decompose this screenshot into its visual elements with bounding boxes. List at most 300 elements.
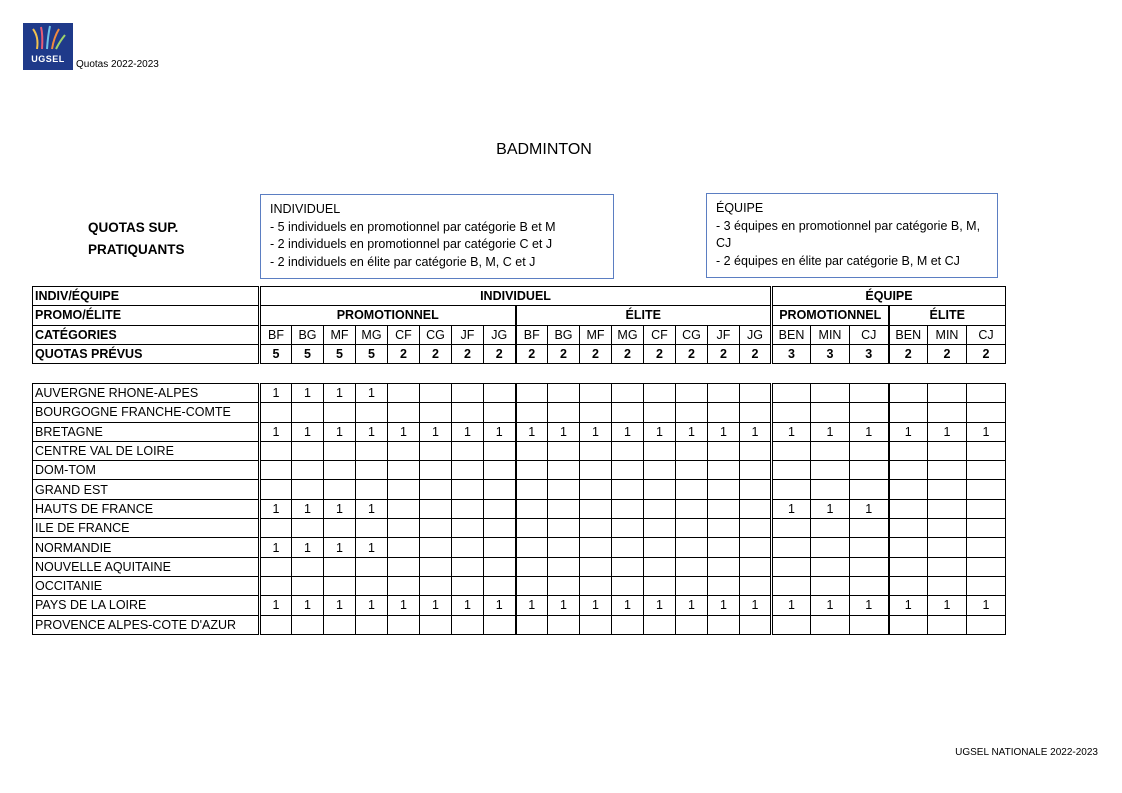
region-quota-cell bbox=[580, 441, 612, 460]
category-cell: CG bbox=[420, 325, 452, 344]
region-quota-cell bbox=[612, 615, 644, 634]
region-name: BRETAGNE bbox=[33, 422, 260, 441]
quota-cell: 2 bbox=[516, 344, 548, 363]
region-quota-cell: 1 bbox=[676, 596, 708, 615]
region-quota-cell bbox=[740, 519, 772, 538]
region-quota-cell bbox=[516, 480, 548, 499]
region-name: AUVERGNE RHONE-ALPES bbox=[33, 384, 260, 403]
region-quota-cell: 1 bbox=[548, 422, 580, 441]
region-quota-table bbox=[32, 383, 1006, 635]
region-quota-cell bbox=[644, 519, 676, 538]
region-quota-cell: 1 bbox=[292, 538, 324, 557]
region-quota-cell: 1 bbox=[580, 596, 612, 615]
region-quota-cell: 1 bbox=[484, 596, 516, 615]
region-quota-cell bbox=[644, 538, 676, 557]
region-quota-cell: 1 bbox=[420, 422, 452, 441]
category-cell: BF bbox=[516, 325, 548, 344]
region-quota-cell bbox=[889, 557, 928, 576]
region-quota-cell bbox=[324, 461, 356, 480]
quota-header-table bbox=[32, 286, 1006, 364]
region-quota-cell bbox=[484, 557, 516, 576]
region-row bbox=[33, 538, 1006, 557]
header-row-categories bbox=[33, 325, 1006, 344]
region-quota-cell bbox=[580, 519, 612, 538]
region-quota-cell: 1 bbox=[452, 422, 484, 441]
region-quota-cell bbox=[484, 441, 516, 460]
category-cell: CF bbox=[388, 325, 420, 344]
region-quota-cell bbox=[928, 480, 967, 499]
quota-cell: 2 bbox=[644, 344, 676, 363]
region-quota-cell bbox=[676, 480, 708, 499]
region-quota-cell: 1 bbox=[772, 422, 811, 441]
footer-text: UGSEL NATIONALE 2022-2023 bbox=[955, 747, 1098, 758]
region-quota-cell: 1 bbox=[811, 596, 850, 615]
region-quota-cell bbox=[548, 557, 580, 576]
category-cell: CJ bbox=[850, 325, 889, 344]
region-quota-cell: 1 bbox=[811, 499, 850, 518]
region-name: HAUTS DE FRANCE bbox=[33, 499, 260, 518]
region-quota-cell bbox=[928, 499, 967, 518]
region-quota-cell bbox=[356, 441, 388, 460]
region-quota-cell bbox=[484, 538, 516, 557]
region-quota-cell bbox=[811, 461, 850, 480]
region-quota-cell bbox=[772, 441, 811, 460]
region-quota-cell bbox=[388, 538, 420, 557]
region-quota-cell bbox=[260, 461, 292, 480]
region-quota-cell bbox=[580, 538, 612, 557]
region-quota-cell: 1 bbox=[708, 596, 740, 615]
region-quota-cell bbox=[484, 480, 516, 499]
region-quota-cell bbox=[644, 557, 676, 576]
quotas-sup-label bbox=[88, 217, 185, 261]
region-quota-cell bbox=[612, 461, 644, 480]
region-quota-cell bbox=[772, 461, 811, 480]
region-quota-cell bbox=[484, 403, 516, 422]
region-quota-cell bbox=[292, 480, 324, 499]
region-quota-cell: 1 bbox=[292, 596, 324, 615]
region-quota-cell bbox=[516, 461, 548, 480]
quotas-sup-line-1: QUOTAS SUP. bbox=[88, 220, 179, 235]
region-quota-cell bbox=[708, 557, 740, 576]
region-quota-cell: 1 bbox=[388, 596, 420, 615]
region-quota-cell bbox=[388, 499, 420, 518]
region-quota-cell bbox=[676, 461, 708, 480]
region-quota-cell bbox=[420, 538, 452, 557]
category-cell: MIN bbox=[811, 325, 850, 344]
region-quota-cell bbox=[548, 461, 580, 480]
quota-cell: 5 bbox=[356, 344, 388, 363]
region-name: OCCITANIE bbox=[33, 576, 260, 595]
region-quota-cell: 1 bbox=[889, 596, 928, 615]
region-name: CENTRE VAL DE LOIRE bbox=[33, 441, 260, 460]
region-quota-cell bbox=[548, 480, 580, 499]
region-quota-cell bbox=[889, 403, 928, 422]
category-cell: CJ bbox=[967, 325, 1006, 344]
region-quota-cell bbox=[484, 519, 516, 538]
region-quota-cell bbox=[772, 576, 811, 595]
region-quota-cell bbox=[889, 615, 928, 634]
region-quota-cell bbox=[452, 519, 484, 538]
region-row bbox=[33, 441, 1006, 460]
region-quota-cell bbox=[356, 576, 388, 595]
category-cell: CG bbox=[676, 325, 708, 344]
region-quota-cell bbox=[292, 615, 324, 634]
region-quota-cell bbox=[676, 615, 708, 634]
region-quota-cell: 1 bbox=[850, 422, 889, 441]
individuel-box-line: - 2 individuels en élite par catégorie B, M, C et J bbox=[270, 254, 536, 269]
region-quota-cell bbox=[452, 538, 484, 557]
region-quota-cell bbox=[772, 615, 811, 634]
region-quota-cell bbox=[850, 441, 889, 460]
region-quota-cell: 1 bbox=[260, 499, 292, 518]
region-quota-cell: 1 bbox=[324, 384, 356, 403]
region-quota-cell bbox=[484, 576, 516, 595]
region-quota-cell: 1 bbox=[889, 422, 928, 441]
region-quota-cell bbox=[292, 519, 324, 538]
region-quota-cell bbox=[676, 576, 708, 595]
category-cell: JG bbox=[484, 325, 516, 344]
quota-cell: 2 bbox=[388, 344, 420, 363]
category-cell: CF bbox=[644, 325, 676, 344]
region-quota-cell bbox=[811, 576, 850, 595]
region-quota-cell bbox=[612, 576, 644, 595]
region-quota-cell bbox=[388, 519, 420, 538]
region-quota-cell bbox=[708, 538, 740, 557]
region-quota-cell bbox=[811, 384, 850, 403]
region-quota-cell bbox=[420, 557, 452, 576]
region-quota-cell bbox=[580, 384, 612, 403]
region-quota-cell bbox=[928, 615, 967, 634]
region-quota-cell bbox=[516, 441, 548, 460]
region-quota-cell bbox=[889, 576, 928, 595]
region-quota-cell bbox=[676, 538, 708, 557]
region-quota-cell bbox=[580, 615, 612, 634]
region-quota-cell bbox=[644, 461, 676, 480]
equipe-promotionnel-header: PROMOTIONNEL bbox=[772, 306, 889, 325]
region-quota-cell bbox=[388, 576, 420, 595]
region-quota-cell: 1 bbox=[644, 596, 676, 615]
region-quota-cell bbox=[580, 576, 612, 595]
region-name: DOM-TOM bbox=[33, 461, 260, 480]
region-quota-cell bbox=[708, 615, 740, 634]
region-quota-cell bbox=[928, 384, 967, 403]
region-row bbox=[33, 596, 1006, 615]
region-quota-cell: 1 bbox=[260, 538, 292, 557]
region-quota-cell bbox=[548, 499, 580, 518]
region-quota-cell bbox=[612, 403, 644, 422]
region-quota-cell bbox=[928, 519, 967, 538]
region-quota-cell bbox=[676, 403, 708, 422]
region-quota-cell bbox=[644, 615, 676, 634]
region-row bbox=[33, 576, 1006, 595]
equipe-box-title: ÉQUIPE bbox=[716, 201, 764, 215]
region-quota-cell bbox=[452, 615, 484, 634]
region-quota-cell bbox=[928, 538, 967, 557]
equipe-header: ÉQUIPE bbox=[772, 287, 1006, 306]
region-quota-cell bbox=[740, 461, 772, 480]
region-quota-cell bbox=[967, 576, 1006, 595]
region-row bbox=[33, 384, 1006, 403]
region-quota-cell: 1 bbox=[292, 422, 324, 441]
category-cell: BG bbox=[292, 325, 324, 344]
region-quota-cell: 1 bbox=[811, 422, 850, 441]
region-quota-cell: 1 bbox=[516, 422, 548, 441]
region-quota-cell bbox=[388, 441, 420, 460]
region-quota-cell bbox=[388, 461, 420, 480]
region-quota-cell bbox=[967, 441, 1006, 460]
region-quota-cell: 1 bbox=[356, 499, 388, 518]
quota-cell: 2 bbox=[612, 344, 644, 363]
region-quota-cell: 1 bbox=[260, 422, 292, 441]
region-quota-cell bbox=[928, 461, 967, 480]
region-quota-cell bbox=[708, 499, 740, 518]
region-quota-cell bbox=[324, 557, 356, 576]
region-quota-cell bbox=[967, 615, 1006, 634]
region-quota-cell bbox=[967, 499, 1006, 518]
region-quota-cell bbox=[548, 576, 580, 595]
quota-cell: 5 bbox=[324, 344, 356, 363]
region-quota-cell bbox=[850, 480, 889, 499]
region-quota-cell bbox=[708, 461, 740, 480]
region-quota-cell bbox=[516, 576, 548, 595]
region-quota-cell bbox=[811, 519, 850, 538]
quota-cell: 2 bbox=[889, 344, 928, 363]
region-quota-cell bbox=[580, 461, 612, 480]
category-cell: MG bbox=[356, 325, 388, 344]
region-quota-cell: 1 bbox=[708, 422, 740, 441]
region-quota-cell bbox=[772, 519, 811, 538]
region-quota-cell bbox=[644, 480, 676, 499]
region-quota-cell bbox=[928, 441, 967, 460]
region-row bbox=[33, 480, 1006, 499]
region-quota-cell bbox=[928, 403, 967, 422]
region-quota-cell bbox=[644, 441, 676, 460]
quota-cell: 2 bbox=[580, 344, 612, 363]
region-quota-cell: 1 bbox=[612, 422, 644, 441]
quota-cell: 2 bbox=[548, 344, 580, 363]
quota-cell: 3 bbox=[811, 344, 850, 363]
quota-cell: 3 bbox=[772, 344, 811, 363]
region-quota-cell bbox=[889, 441, 928, 460]
indiv-elite-header: ÉLITE bbox=[516, 306, 772, 325]
region-row bbox=[33, 461, 1006, 480]
region-quota-cell bbox=[356, 480, 388, 499]
region-quota-cell bbox=[516, 499, 548, 518]
region-quota-cell bbox=[772, 384, 811, 403]
region-quota-cell bbox=[850, 576, 889, 595]
region-quota-cell bbox=[740, 384, 772, 403]
region-quota-cell bbox=[676, 499, 708, 518]
region-quota-cell bbox=[612, 384, 644, 403]
indiv-promotionnel-header: PROMOTIONNEL bbox=[260, 306, 516, 325]
ugsel-logo bbox=[23, 23, 73, 70]
region-quota-cell bbox=[324, 403, 356, 422]
individuel-info-box bbox=[260, 194, 614, 279]
region-name: NOUVELLE AQUITAINE bbox=[33, 557, 260, 576]
region-quota-cell bbox=[967, 480, 1006, 499]
region-quota-cell bbox=[612, 441, 644, 460]
region-quota-cell bbox=[612, 557, 644, 576]
region-quota-cell bbox=[484, 499, 516, 518]
region-quota-cell bbox=[324, 576, 356, 595]
region-quota-cell bbox=[740, 615, 772, 634]
quota-cell: 2 bbox=[928, 344, 967, 363]
region-quota-cell bbox=[889, 499, 928, 518]
quotas-sup-line-2: PRATIQUANTS bbox=[88, 242, 185, 257]
region-row bbox=[33, 557, 1006, 576]
quota-cell: 2 bbox=[740, 344, 772, 363]
region-quota-cell bbox=[811, 403, 850, 422]
region-name: NORMANDIE bbox=[33, 538, 260, 557]
region-quota-cell: 1 bbox=[772, 596, 811, 615]
region-quota-cell: 1 bbox=[324, 422, 356, 441]
region-quota-cell bbox=[356, 615, 388, 634]
region-quota-cell: 1 bbox=[292, 384, 324, 403]
region-quota-cell: 1 bbox=[740, 596, 772, 615]
region-quota-cell bbox=[850, 461, 889, 480]
region-quota-cell bbox=[452, 576, 484, 595]
region-quota-cell bbox=[889, 480, 928, 499]
region-quota-cell bbox=[356, 557, 388, 576]
region-quota-cell bbox=[452, 384, 484, 403]
individuel-header: INDIVIDUEL bbox=[260, 287, 772, 306]
region-quota-cell bbox=[580, 499, 612, 518]
region-quota-cell bbox=[708, 576, 740, 595]
region-quota-cell bbox=[967, 557, 1006, 576]
region-quota-cell bbox=[889, 519, 928, 538]
region-quota-cell bbox=[292, 441, 324, 460]
category-cell: BEN bbox=[889, 325, 928, 344]
region-quota-cell bbox=[324, 615, 356, 634]
region-quota-cell: 1 bbox=[967, 596, 1006, 615]
region-quota-cell bbox=[484, 384, 516, 403]
region-quota-cell bbox=[452, 557, 484, 576]
region-quota-cell: 1 bbox=[612, 596, 644, 615]
flame-icon bbox=[23, 23, 73, 53]
region-quota-cell: 1 bbox=[420, 596, 452, 615]
region-quota-cell: 1 bbox=[260, 596, 292, 615]
region-quota-cell bbox=[548, 538, 580, 557]
logo-text: UGSEL bbox=[31, 54, 65, 64]
region-quota-cell bbox=[889, 538, 928, 557]
region-quota-cell: 1 bbox=[324, 538, 356, 557]
region-quota-cell bbox=[580, 403, 612, 422]
region-quota-cell: 1 bbox=[356, 538, 388, 557]
region-quota-cell bbox=[676, 519, 708, 538]
region-quota-cell bbox=[452, 461, 484, 480]
region-quota-cell bbox=[612, 499, 644, 518]
region-quota-cell bbox=[260, 480, 292, 499]
region-quota-cell bbox=[484, 461, 516, 480]
region-quota-cell bbox=[676, 557, 708, 576]
region-quota-cell bbox=[420, 441, 452, 460]
region-quota-cell bbox=[612, 538, 644, 557]
region-quota-cell bbox=[356, 461, 388, 480]
region-quota-cell bbox=[850, 557, 889, 576]
header-row-indiv-equipe bbox=[33, 287, 1006, 306]
region-quota-cell: 1 bbox=[324, 499, 356, 518]
region-quota-cell bbox=[740, 499, 772, 518]
region-quota-cell bbox=[580, 557, 612, 576]
region-quota-cell bbox=[548, 615, 580, 634]
region-quota-cell: 1 bbox=[967, 422, 1006, 441]
category-cell: JF bbox=[452, 325, 484, 344]
region-quota-cell: 1 bbox=[580, 422, 612, 441]
region-quota-cell: 1 bbox=[484, 422, 516, 441]
region-quota-cell bbox=[260, 557, 292, 576]
region-quota-cell bbox=[420, 384, 452, 403]
region-quota-cell bbox=[452, 441, 484, 460]
region-row bbox=[33, 403, 1006, 422]
region-quota-cell bbox=[889, 461, 928, 480]
region-quota-cell: 1 bbox=[292, 499, 324, 518]
region-quota-cell bbox=[850, 519, 889, 538]
region-quota-cell bbox=[516, 557, 548, 576]
region-quota-cell bbox=[292, 403, 324, 422]
region-quota-cell bbox=[452, 403, 484, 422]
region-quota-cell bbox=[516, 403, 548, 422]
category-cell: BEN bbox=[772, 325, 811, 344]
region-quota-cell bbox=[324, 519, 356, 538]
category-cell: BG bbox=[548, 325, 580, 344]
region-quota-cell bbox=[324, 480, 356, 499]
region-quota-cell bbox=[260, 576, 292, 595]
category-cell: MF bbox=[580, 325, 612, 344]
region-quota-cell bbox=[420, 403, 452, 422]
region-quota-cell bbox=[811, 615, 850, 634]
category-cell: JG bbox=[740, 325, 772, 344]
quota-cell: 2 bbox=[967, 344, 1006, 363]
region-quota-cell bbox=[708, 519, 740, 538]
categories-label: CATÉGORIES bbox=[33, 325, 260, 344]
region-quota-cell bbox=[811, 538, 850, 557]
region-quota-cell bbox=[612, 519, 644, 538]
region-quota-cell bbox=[644, 384, 676, 403]
region-quota-cell bbox=[928, 576, 967, 595]
region-quota-cell bbox=[644, 576, 676, 595]
equipe-info-box bbox=[706, 193, 998, 278]
region-quota-cell bbox=[967, 403, 1006, 422]
region-name: BOURGOGNE FRANCHE-COMTE bbox=[33, 403, 260, 422]
region-quota-cell bbox=[676, 384, 708, 403]
category-cell: MG bbox=[612, 325, 644, 344]
region-quota-cell bbox=[850, 615, 889, 634]
region-quota-cell: 1 bbox=[356, 384, 388, 403]
quota-cell: 3 bbox=[850, 344, 889, 363]
region-row bbox=[33, 422, 1006, 441]
region-quota-cell bbox=[420, 615, 452, 634]
region-quota-cell bbox=[772, 403, 811, 422]
region-quota-cell bbox=[644, 403, 676, 422]
region-quota-cell bbox=[548, 384, 580, 403]
region-name: GRAND EST bbox=[33, 480, 260, 499]
region-quota-cell: 1 bbox=[928, 422, 967, 441]
region-quota-cell bbox=[452, 480, 484, 499]
region-quota-cell bbox=[676, 441, 708, 460]
equipe-box-line: - 2 équipes en élite par catégorie B, M et CJ bbox=[716, 253, 960, 268]
region-quota-cell bbox=[811, 557, 850, 576]
region-quota-cell bbox=[850, 403, 889, 422]
region-quota-cell bbox=[708, 441, 740, 460]
region-quota-cell bbox=[708, 480, 740, 499]
region-quota-cell bbox=[967, 461, 1006, 480]
region-quota-cell: 1 bbox=[260, 384, 292, 403]
quota-cell: 2 bbox=[452, 344, 484, 363]
region-quota-cell bbox=[612, 480, 644, 499]
region-quota-cell bbox=[356, 403, 388, 422]
region-quota-cell: 1 bbox=[452, 596, 484, 615]
region-quota-cell: 1 bbox=[356, 596, 388, 615]
